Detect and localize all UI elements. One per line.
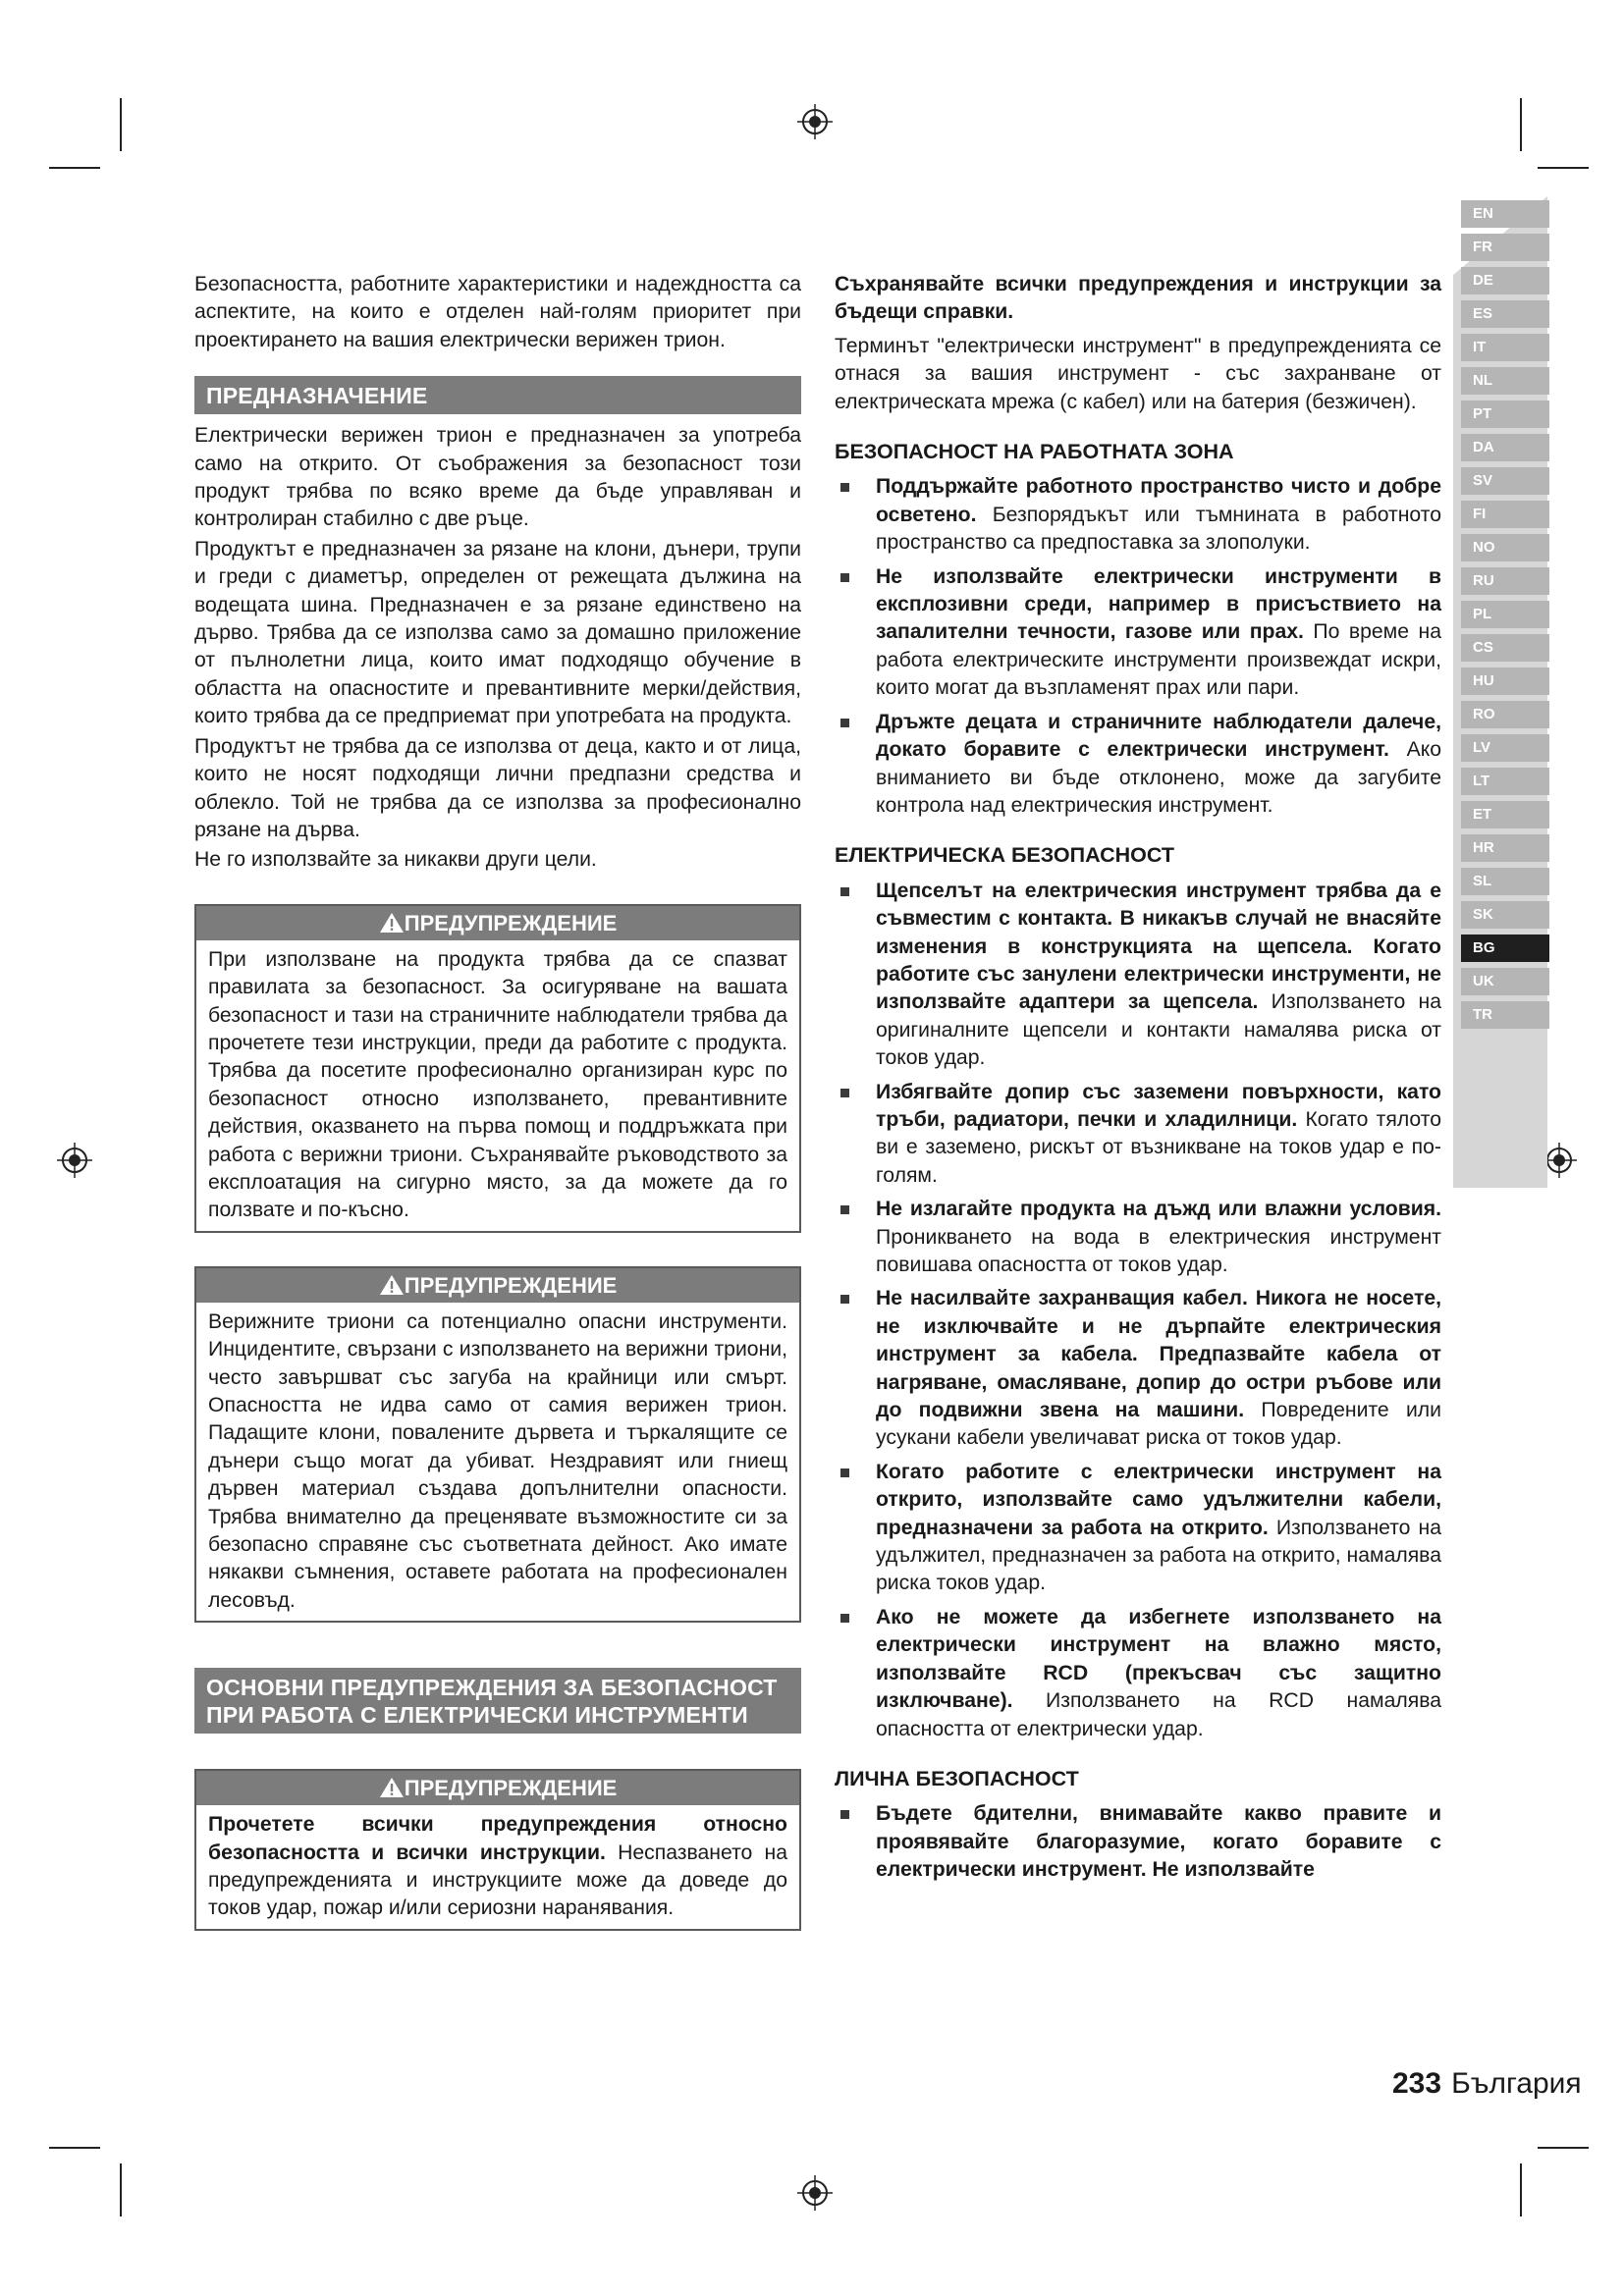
- list-item-bold: Не излагайте продукта на дъжд или влажни условия.: [876, 1198, 1441, 1221]
- warning-triangle-icon: [379, 1777, 405, 1798]
- list-item: [835, 1196, 1441, 1279]
- language-tab-no[interactable]: NO: [1461, 534, 1549, 561]
- list-item: [835, 473, 1441, 557]
- personal-heading: ЛИЧНА БЕЗОПАСНОСТ: [835, 1766, 1079, 1790]
- warning-normal-text: Неспазването на предупрежденията и инструкциите може да доведе до токов удар, пожар и/или сериозни наранявания.: [208, 1841, 788, 1920]
- country-name: България: [1451, 2067, 1582, 2100]
- bullet-square-icon: [840, 1810, 849, 1819]
- warning-title: ПРЕДУПРЕЖДЕНИЕ: [404, 910, 618, 935]
- warning-header: [196, 906, 799, 940]
- crop-mark: [1520, 2163, 1522, 2216]
- crop-mark: [49, 2147, 100, 2149]
- purpose-paragraph: Не го използвайте за никакви други цели.: [194, 848, 597, 872]
- purpose-paragraph: Продуктът е предназначен за рязане на клони, дънери, трупи и греди с диаметър, определен от режещата дължина на водещата шина. Предназначен е за рязане единствено на дърво. Трябва да се използва само за домашно приложение от пълнолетни лица, които имат подходящо обучение в областта на опасностите и превантивните мерки/действия, които трябва да се предприемат при употребата на продукта.: [194, 537, 801, 728]
- bullet-square-icon: [840, 1089, 849, 1097]
- registration-mark-icon: [795, 102, 835, 141]
- language-tab-cs[interactable]: CS: [1461, 634, 1549, 662]
- language-tab-uk[interactable]: UK: [1461, 968, 1549, 995]
- electrical-heading: ЕЛЕКТРИЧЕСКА БЕЗОПАСНОСТ: [835, 843, 1174, 868]
- warning-header: [196, 1268, 799, 1303]
- language-tab-de[interactable]: DE: [1461, 267, 1549, 294]
- list-item-text: Повредените или усукани кабели увеличават риска от токов удар.: [876, 1399, 1441, 1450]
- list-item-text: Ако вниманието ви бъде отклонено, може да загубите контрола над електрическия инструмент.: [876, 738, 1442, 817]
- purpose-paragraph: Електрически верижен трион е предназначен за употреба само на открито. От съображения за безопасност този продукт трябва по всяко време да бъде управляван и контролиран стабилно с две ръце.: [194, 424, 801, 531]
- warning-title: ПРЕДУПРЕЖДЕНИЕ: [404, 1272, 618, 1298]
- list-item-bold: Когато работите с електрически инструмент на открито, използвайте само удължителни кабели, предназначени за работа на открито.: [876, 1460, 1441, 1539]
- bullet-square-icon: [840, 483, 849, 492]
- list-item-text: Проникването на вода в електрическия инструмент повишава опасността от токов удар.: [876, 1225, 1441, 1276]
- language-tab-fi[interactable]: FI: [1461, 501, 1549, 528]
- personal-list: [835, 1800, 1441, 1884]
- list-item-bold: Избягвайте допир със заземени повърхности, като тръби, радиатори, печки и хладилници.: [876, 1080, 1441, 1131]
- list-item: [835, 563, 1441, 703]
- language-tab-hu[interactable]: HU: [1461, 667, 1549, 695]
- language-tab-es[interactable]: ES: [1461, 300, 1549, 328]
- list-item-bold: Ако не можете да избегнете използването на електрически инструмент на влажно място, използвайте RCD (прекъсвач със защитно изключване).: [876, 1605, 1441, 1713]
- language-tab-it[interactable]: IT: [1461, 334, 1549, 361]
- left-column: [194, 271, 801, 1931]
- work-area-heading: БЕЗОПАСНОСТ НА РАБОТНАТА ЗОНА: [835, 440, 1234, 464]
- list-item-text: Използването на удължител, предназначен за работа на открито, намалява риска токов удар.: [876, 1516, 1441, 1595]
- list-item-bold: Поддържайте работното пространство чисто и добре осветено.: [876, 475, 1441, 526]
- language-tab-sl[interactable]: SL: [1461, 868, 1549, 895]
- language-tab-lv[interactable]: LV: [1461, 734, 1549, 762]
- language-tab-en[interactable]: EN: [1461, 200, 1549, 228]
- page-footer: [1392, 2067, 1582, 2101]
- bullet-square-icon: [840, 1614, 849, 1623]
- registration-mark-icon: [55, 1141, 94, 1180]
- warning-box: [194, 1769, 801, 1931]
- language-tab-bg[interactable]: BG: [1461, 934, 1549, 962]
- work-area-list: [835, 473, 1441, 820]
- right-column: [835, 271, 1441, 1891]
- language-tab-tr[interactable]: TR: [1461, 1001, 1549, 1029]
- warning-box: [194, 904, 801, 1233]
- language-tab-ro[interactable]: RO: [1461, 701, 1549, 728]
- list-item: [835, 878, 1441, 1073]
- language-tab-lt[interactable]: LT: [1461, 768, 1549, 795]
- list-item: [835, 1800, 1441, 1884]
- warning-title: ПРЕДУПРЕЖДЕНИЕ: [404, 1776, 618, 1801]
- language-tab-ru[interactable]: RU: [1461, 567, 1549, 595]
- bullet-square-icon: [840, 887, 849, 896]
- keep-instructions: Съхранявайте всички предупреждения и инструкции за бъдещи справки.: [835, 273, 1441, 324]
- registration-mark-icon: [795, 2173, 835, 2213]
- bullet-square-icon: [840, 1205, 849, 1214]
- language-tab-fr[interactable]: FR: [1461, 234, 1549, 261]
- page-number: 233: [1392, 2067, 1442, 2100]
- warning-triangle-icon: [379, 912, 405, 934]
- list-item-text: Когато тялото ви е заземено, рискът от възникване на токов удар е по-голям.: [876, 1107, 1441, 1187]
- warning-bold-text: Прочетете всички предупреждения относно безопасността и всички инструкции.: [208, 1813, 787, 1864]
- general-safety-heading: ОСНОВНИ ПРЕДУПРЕЖДЕНИЯ ЗА БЕЗОПАСНОСТ ПРИ РАБОТА С ЕЛЕКТРИЧЕСКИ ИНСТРУМЕНТИ: [194, 1668, 801, 1734]
- crop-mark: [120, 98, 122, 151]
- list-item: [835, 1459, 1441, 1598]
- language-tab-et[interactable]: ET: [1461, 801, 1549, 828]
- warning-text: При използване на продукта трябва да се спазват правилата за безопасност. За осигуряване на вашата безопасност и тази на страничните наблюдатели трябва да прочетете тези инструкции, преди да работите с продукта. Трябва да посетите професионално организиран курс по безопасност относно използването, превантивните действия, оказването на първа помощ и поддръжката при работа с верижни триони. Съхранявайте ръководството за експлоатация на сигурно място, за да можете да го ползвате и по-късно.: [208, 947, 787, 1222]
- crop-mark: [1538, 2147, 1589, 2149]
- purpose-paragraph: Продуктът не трябва да се използва от деца, както и от лица, които не носят подходящи лични предпазни средства и облекло. Той не трябва да се използва за професионално рязане на дърва.: [194, 734, 801, 841]
- list-item: [835, 1079, 1441, 1191]
- purpose-heading: ПРЕДНАЗНАЧЕНИЕ: [194, 376, 801, 414]
- language-tab-da[interactable]: DA: [1461, 434, 1549, 461]
- bullet-square-icon: [840, 719, 849, 727]
- language-tab-sv[interactable]: SV: [1461, 467, 1549, 495]
- warning-triangle-icon: [379, 1274, 405, 1296]
- language-tab-pt[interactable]: PT: [1461, 400, 1549, 428]
- electrical-list: [835, 878, 1441, 1743]
- list-item-text: Безпорядъкът или тъмнината в работното пространство са предпоставка за злополуки.: [876, 503, 1441, 555]
- crop-mark: [1538, 167, 1589, 169]
- list-item-bold: Бъдете бдителни, внимавайте какво правите и проявявайте благоразумие, когато боравите с електрически инструмент. Не използвайте: [876, 1802, 1441, 1882]
- term-paragraph: Терминът "електрически инструмент" в предупрежденията се отнася за вашия инструмент - със захранване от електрическата мрежа (с кабел) или на батерия (безжичен).: [835, 334, 1441, 413]
- warning-header: [196, 1771, 799, 1805]
- language-tab-hr[interactable]: HR: [1461, 834, 1549, 862]
- language-tab-nl[interactable]: NL: [1461, 367, 1549, 395]
- crop-mark: [1520, 98, 1522, 151]
- language-tab-pl[interactable]: PL: [1461, 601, 1549, 628]
- crop-mark: [49, 167, 100, 169]
- bullet-square-icon: [840, 1295, 849, 1304]
- list-item-bold: Дръжте децата и страничните наблюдатели далече, докато боравите с електрически инструмент.: [876, 710, 1441, 762]
- warning-box: [194, 1266, 801, 1623]
- list-item-text: Използването на оригиналните щепсели и контакти намалява риска от токов удар.: [876, 990, 1442, 1070]
- warning-text: [196, 1805, 799, 1929]
- language-tabs: [1461, 200, 1549, 1035]
- bullet-square-icon: [840, 1468, 849, 1477]
- list-item-bold: Щепселът на електрическия инструмент трябва да е съвместим с контакта. В никакъв случай не внасяйте изменения в конструкцията на щепсела. Когато работите със занулени електрически инструменти, не използвайте адаптери за щепсела.: [876, 879, 1441, 1014]
- list-item-text: По време на работа електрическите инструменти произвеждат искри, които могат да възпламенят прах или пари.: [876, 620, 1441, 700]
- language-tab-sk[interactable]: SK: [1461, 901, 1549, 929]
- intro-paragraph: Безопасността, работните характеристики и надеждността са аспектите, на които е отделен най-голям приоритет при проектирането на вашия електрически верижен трион.: [194, 273, 801, 351]
- list-item-bold: Не използвайте електрически инструменти в експлозивни среди, например в присъствието на запалителни течности, газове или прах.: [876, 564, 1441, 644]
- list-item-text: Използването на RCD намалява опасността от електрически удар.: [876, 1689, 1441, 1740]
- list-item-bold: Не насилвайте захранващия кабел. Никога не носете, не изключвайте и не дърпайте електрическия инструмент за кабела. Предпазвайте кабела от нагряване, омасляване, допир до остри ръбове или до подвижни звена на машини.: [876, 1287, 1441, 1422]
- list-item: [835, 709, 1441, 821]
- list-item: [835, 1604, 1441, 1743]
- crop-mark: [120, 2163, 122, 2216]
- bullet-square-icon: [840, 573, 849, 582]
- list-item: [835, 1285, 1441, 1452]
- warning-text: Верижните триони са потенциално опасни инструменти. Инцидентите, свързани с използването на верижни триони, често завършват със загуба на крайници или смърт. Опасността не идва само от самия верижен трион. Падащите клони, повалените дървета и търкалящите се дънери също могат да убиват. Нездравият или гниещ дървен материал създава допълнителни опасности. Трябва внимателно да преценявате възможностите си за безопасно справяне със съответната дейност. Ако имате някакви съмнения, оставете работата на професионален лесовъд.: [208, 1309, 787, 1612]
